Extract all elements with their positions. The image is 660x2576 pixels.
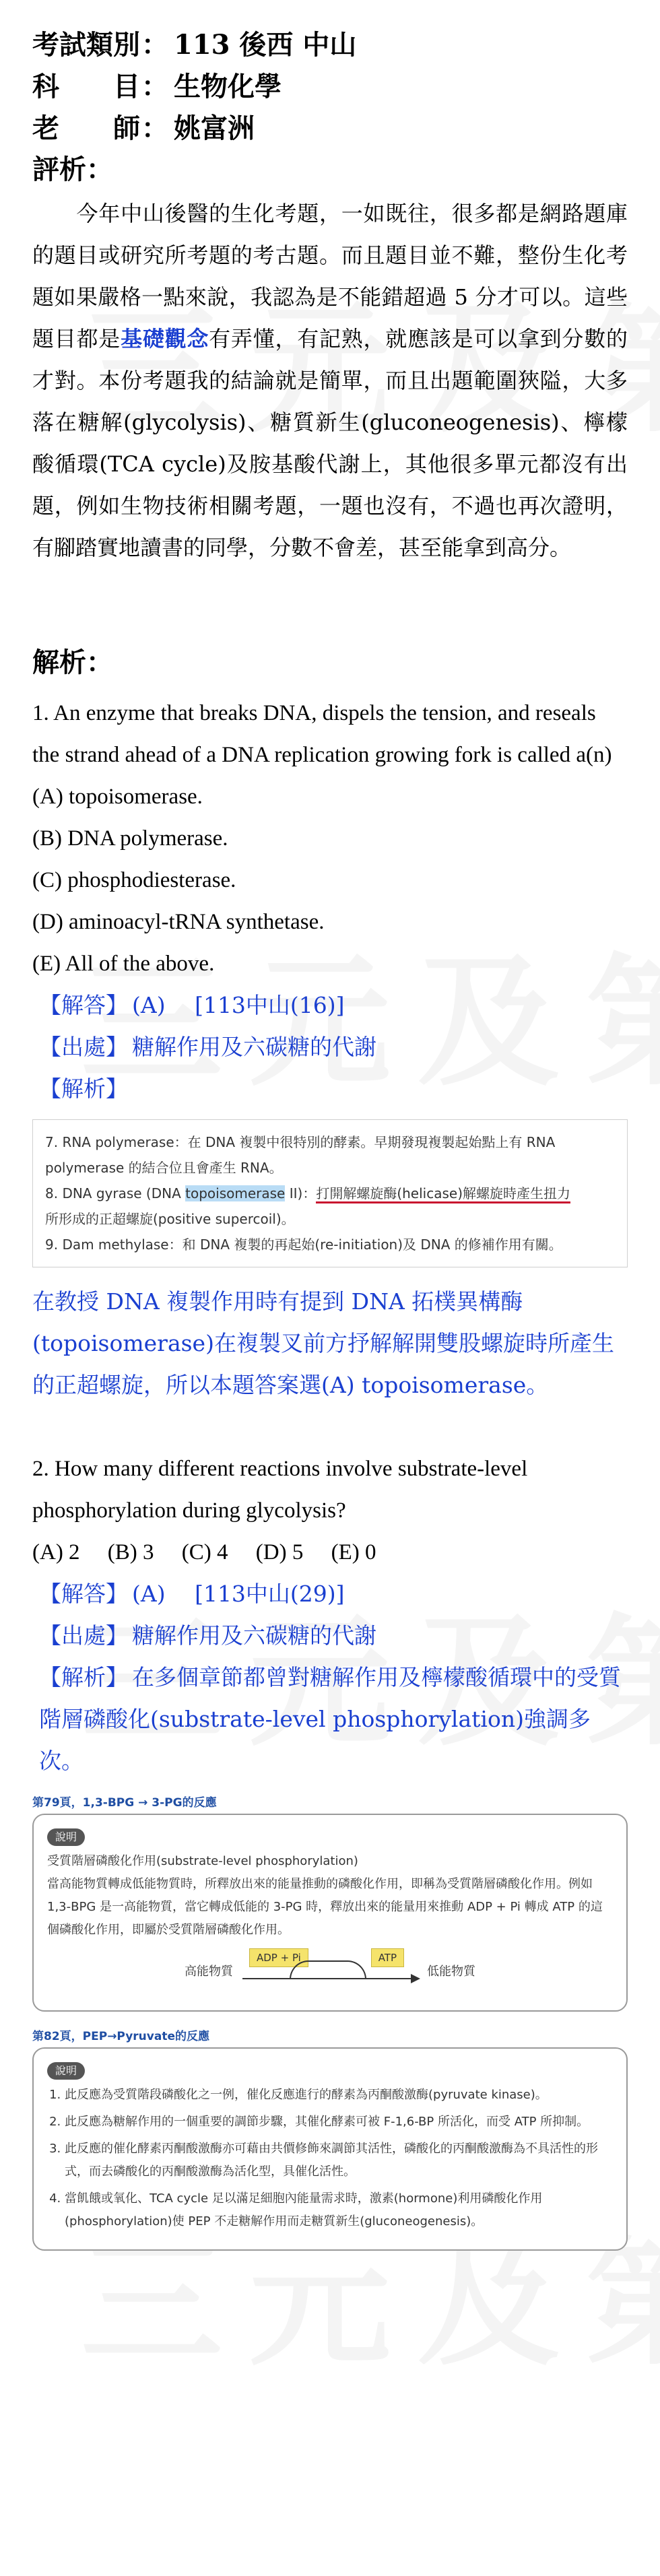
- atp-chip: ATP: [371, 1948, 404, 1967]
- note-tag: 說明: [47, 1828, 85, 1846]
- label-separator: ：: [141, 71, 168, 102]
- subject-row: [32, 66, 628, 108]
- source-value: 糖解作用及六碳糖的代謝: [132, 1622, 376, 1649]
- question-2-options: (A) 2 (B) 3 (C) 4 (D) 5 (E) 0: [32, 1540, 376, 1564]
- question-1-explanation: 在教授 DNA 複製作用時有提到 DNA 拓樸異構酶(topoisomerase)在複製叉前方抒解解開雙股螺旋時所產生的正超螺旋，所以本題答案選(A) topoisomerase。: [32, 1288, 614, 1398]
- note-tag: 說明: [47, 2062, 85, 2080]
- excerpt-line-7: 7. RNA polymerase：在 DNA 複製中很特別的酵素。早期發現複製起始點上有 RNA polymerase 的結合位且會產生 RNA。: [45, 1134, 556, 1176]
- label-separator: ：: [141, 112, 168, 144]
- teacher-row: [32, 108, 628, 150]
- reaction-arrow: [242, 1948, 418, 1995]
- excerpt-line-8: [45, 1181, 615, 1232]
- exam-category-label: 考試類別: [32, 29, 140, 61]
- analysis-tag: 【解析】: [39, 1664, 128, 1690]
- figure-2-box: [32, 2047, 628, 2251]
- figure-1-caption: 第79頁，1,3-BPG → 3-PG的反應: [32, 1796, 217, 1810]
- teacher-label: 老 師: [32, 112, 140, 144]
- coupling-curve: [290, 1960, 366, 1979]
- question-1-analysis-tag: 【解析】: [39, 1076, 128, 1102]
- question-1-option-e: (E) All of the above.: [32, 952, 215, 976]
- question-1-option-b: (B) DNA polymerase.: [32, 826, 228, 851]
- answer-tag: 【解答】: [39, 1581, 128, 1607]
- question-2-analysis: [32, 1657, 628, 1782]
- arrow-head-icon: [411, 1974, 420, 1983]
- low-energy-node: 低能物質: [427, 1964, 475, 1979]
- question-1-answer: [32, 985, 628, 1026]
- source-value: 糖解作用及六碳糖的代謝: [132, 1034, 376, 1060]
- question-1-option-c: (C) phosphodiesterase.: [32, 868, 236, 892]
- question-1-option-a: (A) topoisomerase.: [32, 785, 203, 809]
- analysis-text: 在多個章節都曾對糖解作用及檸檬酸循環中的受質階層磷酸化(substrate-level phosphorylation)強調多次。: [39, 1664, 621, 1774]
- commentary-keyword: 基礎觀念: [121, 326, 209, 352]
- commentary-heading: 評析：: [32, 154, 113, 185]
- adp-pi-chip: ADP + Pi: [249, 1948, 308, 1967]
- teacher-value: 姚富洲: [174, 112, 255, 144]
- commentary-text-1: 今年中山後醫的生化考題，一如既往，很多都是網路題庫的題目或研究所考題的考古題。而且題目並不難，整份生化考題如果嚴格一點來說，我認為是不能錯超過 5 分才可以。這些題目都是: [32, 201, 628, 352]
- list-item: 2. 此反應為糖解作用的一個重要的調節步驟，其催化酵素可被 F-1,6-BP 所活化，而受 ATP 所抑制。: [65, 2111, 613, 2134]
- source-tag: 【出處】: [39, 1622, 128, 1649]
- excerpt-text: 所形成的正超螺旋(positive supercoil)。: [45, 1211, 295, 1227]
- question-1-text: 1. An enzyme that breaks DNA, dispels the tension, and reseals the strand ahead of a DNA replication growing fork is called a(n): [32, 701, 612, 767]
- phosphorylation-diagram: [47, 1948, 613, 1995]
- document-content: [32, 24, 628, 2251]
- figure-2-list: [47, 2084, 613, 2233]
- commentary-text-2: 有弄懂，有記熟，就應該是可以拿到分數的才對。本份考題我的結論就是簡單，而且出題範圍狹隘，大多落在糖解(glycolysis)、糖質新生(gluconeogenesis)、檸檬酸循環(TCA cycle)及胺基酸代謝上，其他很多單元都沒有出題，例如生物技術相關考題，一題也沒有，不過也再次證明，有腳踏實地讀書的同學，分數不會差，甚至能拿到高分。: [32, 326, 628, 560]
- commentary-paragraph: [32, 193, 628, 568]
- answer-value: (A) [113中山(16)]: [132, 992, 345, 1018]
- subject-label: 科 目: [32, 71, 140, 102]
- excerpt-text: 8. DNA gyrase (DNA: [45, 1185, 186, 1201]
- arrow-line: [242, 1978, 418, 1979]
- excerpt-text: II)：: [285, 1185, 317, 1201]
- subject-value: 生物化學: [174, 71, 282, 102]
- exam-category-value: 113 後西 中山: [174, 29, 357, 61]
- highlighted-term: topoisomerase: [185, 1185, 286, 1201]
- question-2-answer: [32, 1573, 628, 1615]
- solutions-heading: 解析：: [32, 647, 113, 678]
- figure-1-box: [32, 1814, 628, 2012]
- answer-tag: 【解答】: [39, 992, 128, 1018]
- answer-value: (A) [113中山(29)]: [132, 1581, 345, 1607]
- source-tag: 【出處】: [39, 1034, 128, 1060]
- question-1-excerpt-figure: [32, 1119, 628, 1267]
- question-1-source: [32, 1026, 628, 1068]
- label-separator: ：: [141, 29, 168, 61]
- list-item: 1. 此反應為受質階段磷酸化之一例，催化反應進行的酵素為丙酮酸激酶(pyruvate kinase)。: [65, 2084, 613, 2107]
- figure-1-body: 當高能物質轉成低能物質時，所釋放出來的能量推動的磷酸化作用，即稱為受質階層磷酸化作用。例如 1,3-BPG 是一高能物質，當它轉成低能的 3-PG 時，釋放出來的能量用來推動 ADP + Pi 轉成 ATP 的這個磷酸化作用，即屬於受質階層磷酸化作用。: [47, 1877, 603, 1937]
- list-item: 3. 此反應的催化酵素丙酮酸激酶亦可藉由共價修飾來調節其活性，磷酸化的丙酮酸激酶為不具活性的形式，而去磷酸化的丙酮酸激酶為活化型，具催化活性。: [65, 2138, 613, 2183]
- list-item: 4. 當飢餓或氧化、TCA cycle 足以滿足細胞內能量需求時，激素(hormone)利用磷酸化作用(phosphorylation)使 PEP 不走糖解作用而走糖質新生(gluconeogenesis)。: [65, 2187, 613, 2233]
- high-energy-node: 高能物質: [185, 1964, 233, 1979]
- excerpt-line-9: 9. Dam methylase：和 DNA 複製的再起始(re-initiation)及 DNA 的修補作用有關。: [45, 1236, 562, 1253]
- exam-category-row: [32, 24, 628, 66]
- figure-2-caption: 第82頁，PEP→Pyruvate的反應: [32, 2030, 209, 2043]
- figure-1-title: 受質階層磷酸化作用(substrate-level phosphorylation): [47, 1854, 358, 1868]
- question-2-text: 2. How many different reactions involve substrate-level phosphorylation during glycolysis?: [32, 1457, 528, 1523]
- question-2-source: [32, 1615, 628, 1657]
- question-1-option-d: (D) aminoacyl-tRNA synthetase.: [32, 910, 325, 934]
- underlined-text: 打開解螺旋酶(helicase)解螺旋時產生扭力: [316, 1185, 570, 1203]
